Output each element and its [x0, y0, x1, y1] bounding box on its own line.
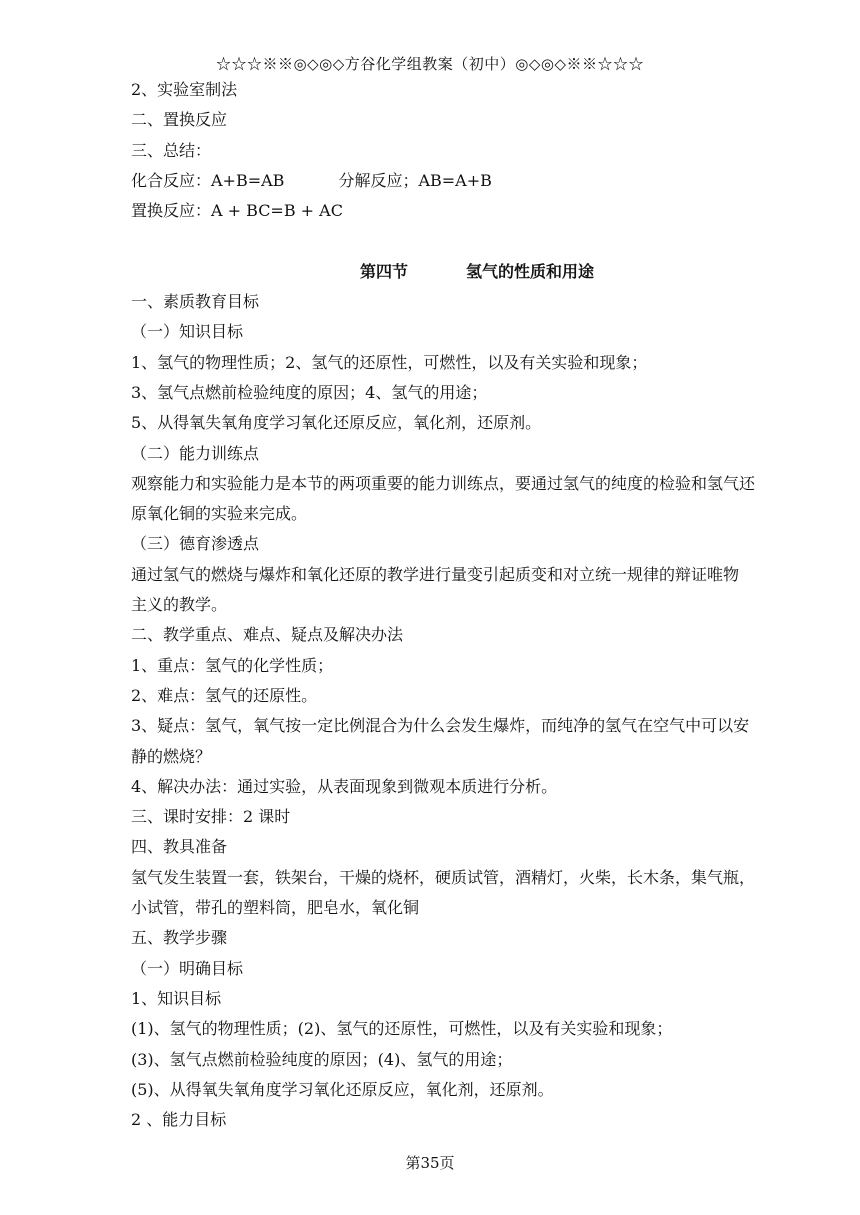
text-line: 3、疑点：氢气，氧气按一定比例混合为什么会发生爆炸，而纯净的氢气在空气中可以安	[131, 716, 750, 736]
section-number: 第四节	[359, 261, 408, 281]
text-line: (5)、从得氧失氧角度学习氧化还原反应，氧化剂，还原剂。	[131, 1079, 554, 1099]
decomposition-reaction: 分解反应；AB=A+B	[338, 170, 492, 190]
combination-reaction: 化合反应：A+B=AB	[131, 170, 285, 190]
displacement-reaction: 置换反应：A + BC=B + AC	[131, 201, 343, 221]
text-line: 四、教具准备	[131, 837, 228, 857]
body-lines	[131, 287, 811, 1135]
text-line: （一）知识目标	[131, 322, 244, 342]
text-line: 氢气发生装置一套，铁架台，干燥的烧杯，硬质试管，酒精灯，火柴，长木条，集气瓶，	[131, 867, 756, 887]
text-line: 通过氢气的燃烧与爆炸和氧化还原的教学进行量变引起质变和对立统一规律的辩证唯物	[131, 564, 740, 584]
text-line: （一）明确目标	[131, 958, 244, 978]
text-line: 静的燃烧？	[131, 746, 212, 766]
text-line: 二、置换反应	[131, 110, 228, 130]
text-line: 5、从得氧失氧角度学习氧化还原反应，氧化剂，还原剂。	[131, 413, 542, 433]
text-line: 1、知识目标	[131, 988, 222, 1008]
text-line: 二、教学重点、难点、疑点及解决办法	[131, 625, 404, 645]
text-line: 1、氢气的物理性质；2、氢气的还原性，可燃性，以及有关实验和现象；	[131, 352, 648, 372]
text-line: 2、难点：氢气的还原性。	[131, 685, 318, 705]
text-line: 五、教学步骤	[131, 928, 228, 948]
text-line: 小试管，带孔的塑料筒，肥皂水，氧化铜	[131, 898, 420, 918]
page-footer: 第35页	[405, 1154, 455, 1172]
text-line: 2、实验室制法	[131, 80, 238, 99]
text-line: 三、总结：	[131, 140, 212, 160]
section-title	[131, 257, 811, 287]
text-line: 1、重点：氢气的化学性质；	[131, 655, 334, 675]
spacer	[131, 226, 811, 256]
document-body	[131, 75, 811, 1135]
text-line: 一、素质教育目标	[131, 292, 260, 312]
reaction-summary-line	[131, 166, 811, 196]
text-line: 主义的教学。	[131, 595, 228, 615]
page-header: ☆☆☆※※◎◇◎◇方谷化学组教案（初中）◎◇◎◇※※☆☆☆	[216, 55, 644, 73]
text-line: (3)、氢气点燃前检验纯度的原因；(4)、氢气的用途；	[131, 1049, 513, 1069]
text-line: （三）德育渗透点	[131, 534, 260, 554]
text-line: （二）能力训练点	[131, 443, 260, 463]
text-line: 原氧化铜的实验来完成。	[131, 504, 308, 524]
text-line: 4、解决办法：通过实验，从表面现象到微观本质进行分析。	[131, 776, 558, 796]
text-line: 3、氢气点燃前检验纯度的原因；4、氢气的用途；	[131, 382, 488, 402]
text-line: 三、课时安排：2 课时	[131, 807, 291, 827]
text-line: 2 、能力目标	[131, 1110, 227, 1130]
text-line: 观察能力和实验能力是本节的两项重要的能力训练点，要通过氢气的纯度的检验和氢气还	[131, 473, 756, 493]
section-name: 氢气的性质和用途	[466, 261, 595, 281]
text-line: (1)、氢气的物理性质；(2)、氢气的还原性，可燃性，以及有关实验和现象；	[131, 1019, 673, 1039]
